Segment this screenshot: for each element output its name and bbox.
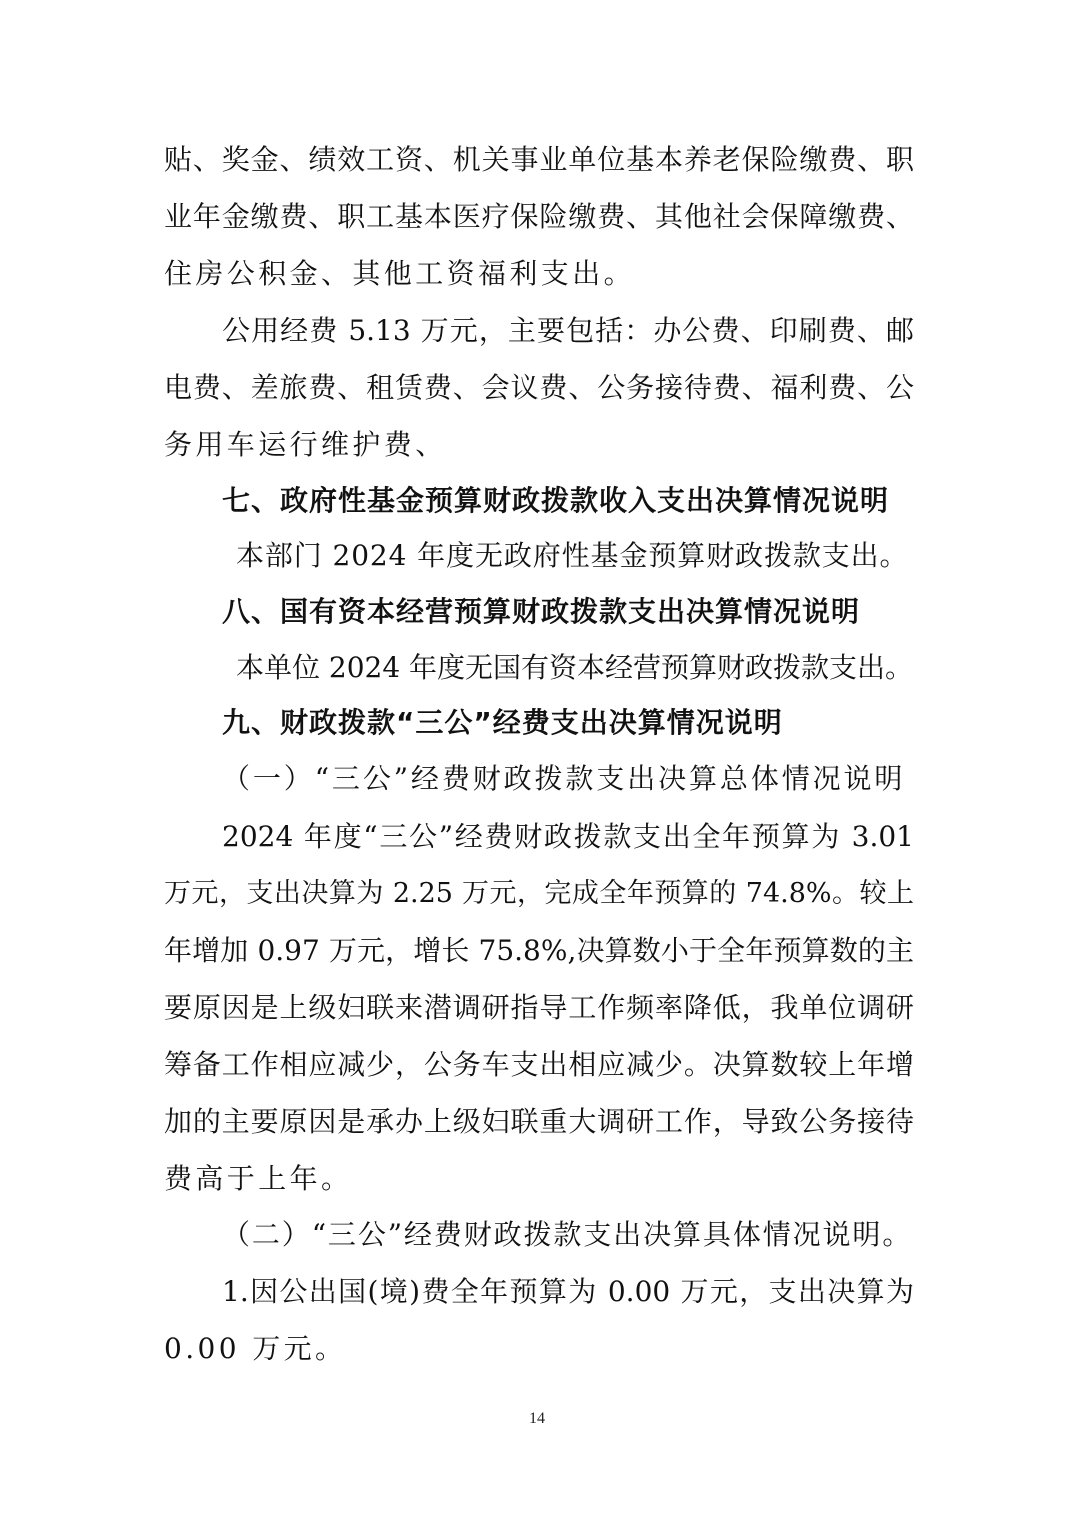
body-line: 年增加 0.97 万元，增长 75.8%,决算数小于全年预算数的主 [164, 934, 914, 967]
paragraph-start-line: 2024 年度“三公”经费财政拨款支出全年预算为 3.01 [222, 820, 914, 853]
body-line: 要原因是上级妇联来潜调研指导工作频率降低，我单位调研 [164, 991, 914, 1024]
section-heading-8: 八、国有资本经营预算财政拨款支出决算情况说明 [222, 595, 861, 628]
paragraph-start-line: 1.因公出国(境)费全年预算为 0.00 万元，支出决算为 [222, 1275, 914, 1308]
body-line: 筹备工作相应减少，公务车支出相应减少。决算数较上年增 [164, 1048, 914, 1081]
section-heading-9: 九、财政拨款“三公”经费支出决算情况说明 [222, 706, 783, 739]
body-line: 电费、差旅费、租赁费、会议费、公务接待费、福利费、公 [164, 371, 914, 404]
body-line: 住房公积金、其他工资福利支出。 [164, 257, 636, 290]
body-line: 贴、奖金、绩效工资、机关事业单位基本养老保险缴费、职 [164, 143, 914, 176]
body-line: 加的主要原因是承办上级妇联重大调研工作，导致公务接待 [164, 1105, 914, 1138]
subsection-heading-1: （一）“三公”经费财政拨款支出决算总体情况说明 [222, 762, 906, 795]
body-line: 务用车运行维护费、 [164, 428, 447, 461]
subsection-heading-2: （二）“三公”经费财政拨款支出决算具体情况说明。 [222, 1218, 913, 1251]
body-line: 业年金缴费、职工基本医疗保险缴费、其他社会保障缴费、 [164, 200, 914, 233]
page-number: 14 [529, 1410, 545, 1427]
body-line: 费高于上年。 [164, 1162, 353, 1195]
section-heading-7: 七、政府性基金预算财政拨款收入支出决算情况说明 [222, 484, 890, 517]
section-body-8: 本单位 2024 年度无国有资本经营预算财政拨款支出。 [236, 651, 914, 684]
body-line: 0.00 万元。 [164, 1332, 347, 1365]
paragraph-start-line: 公用经费 5.13 万元，主要包括：办公费、印刷费、邮 [222, 314, 914, 347]
section-body-7: 本部门 2024 年度无政府性基金预算财政拨款支出。 [236, 539, 909, 572]
body-line: 万元，支出决算为 2.25 万元，完成全年预算的 74.8%。较上 [164, 878, 914, 909]
